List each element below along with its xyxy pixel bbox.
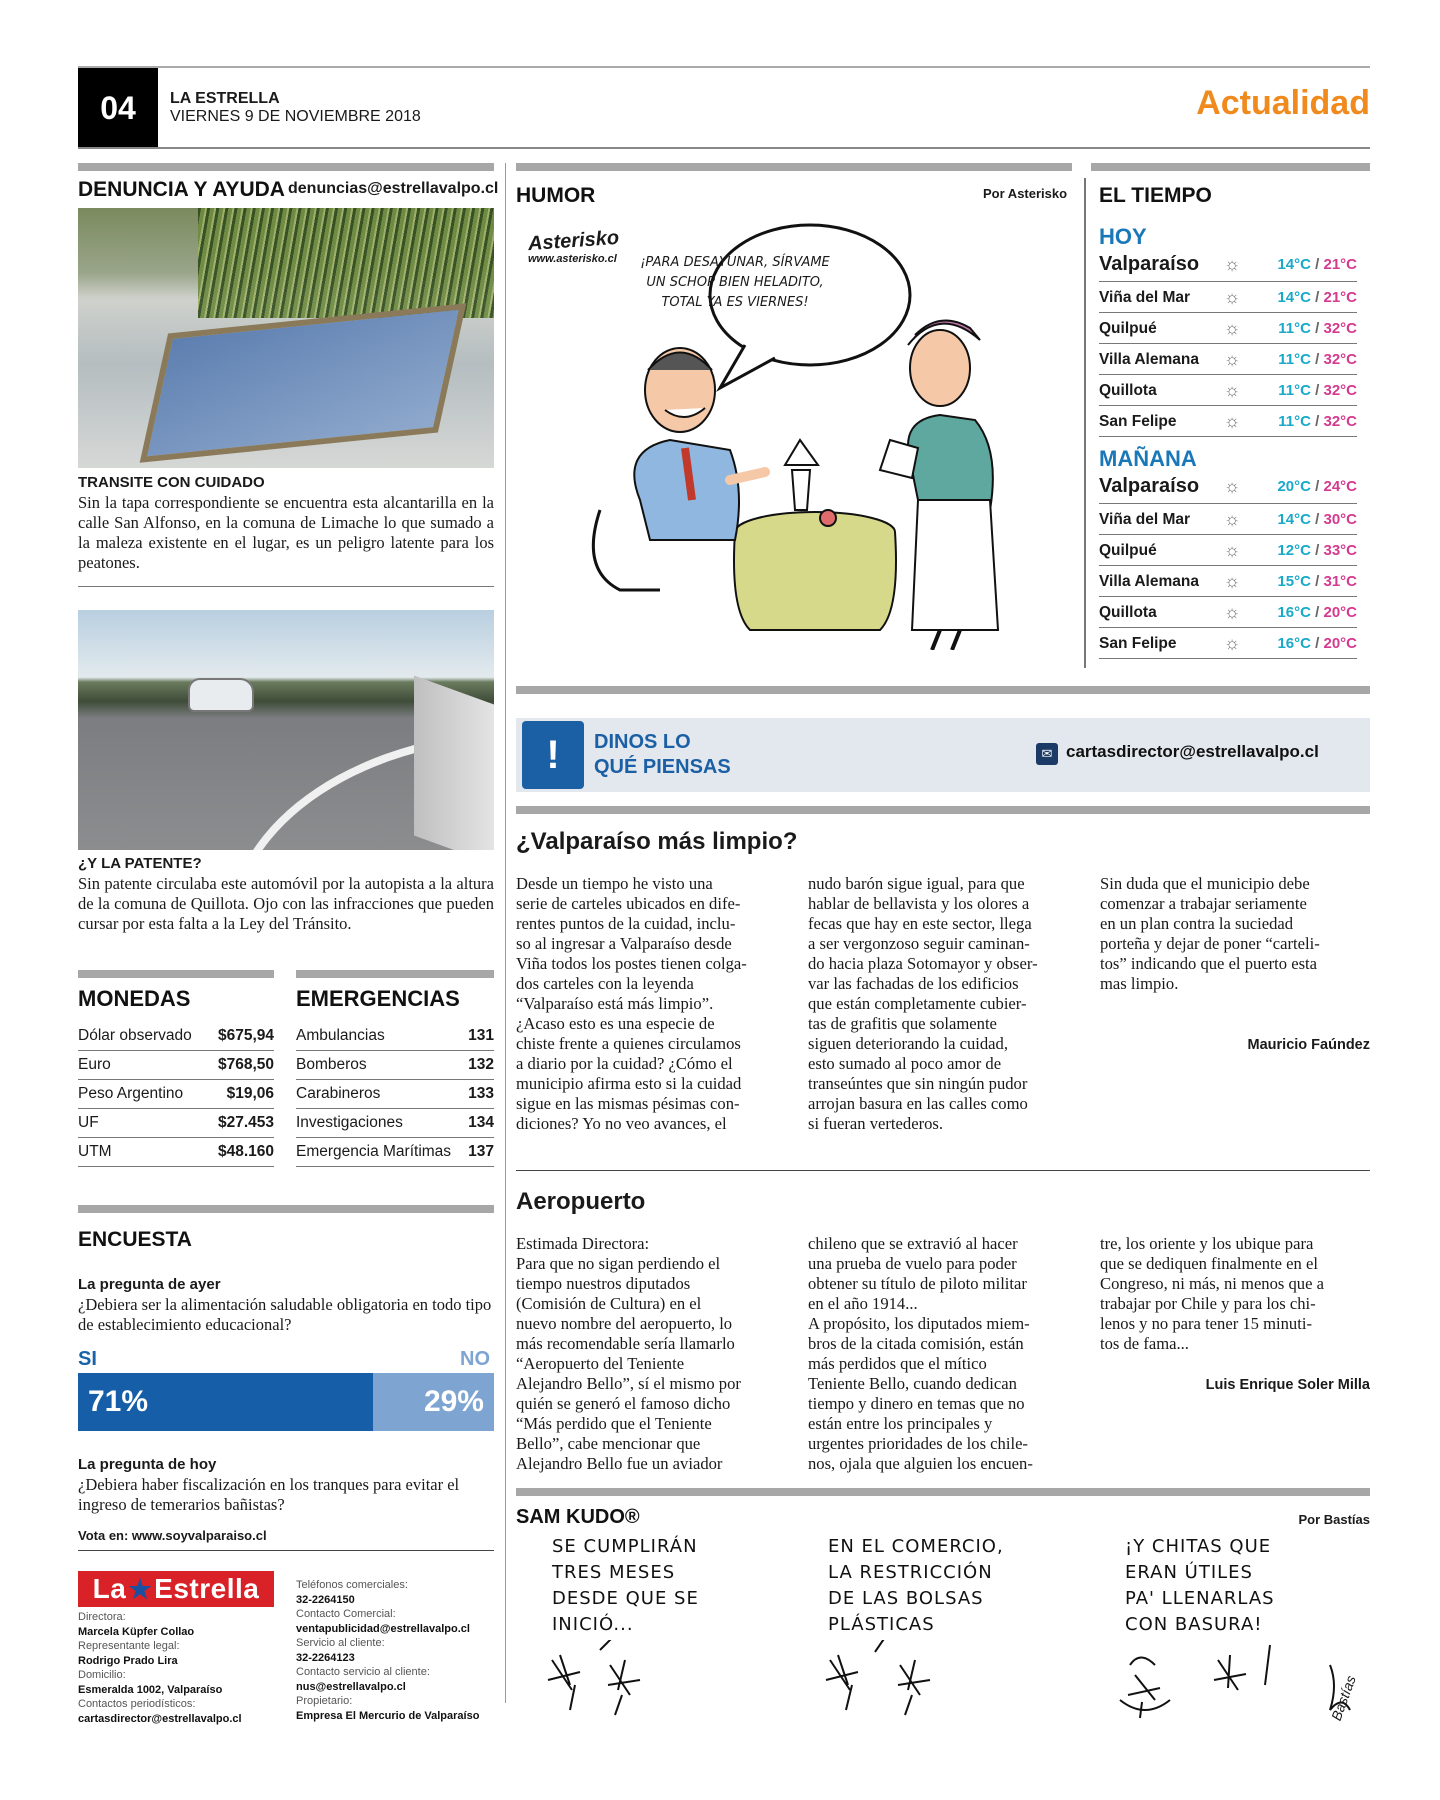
temp-separator: / bbox=[1310, 542, 1324, 559]
temp-min: 11°C bbox=[1278, 413, 1311, 430]
weather-temps bbox=[1247, 635, 1357, 652]
row-label: Peso Argentino bbox=[78, 1085, 184, 1102]
poll-yesterday-question: ¿Debiera ser la alimentación saludable obligatoria en todo tipo de establecimiento educacional? bbox=[78, 1295, 492, 1334]
sun-icon: ☼ bbox=[1223, 254, 1241, 274]
letter-title: Aeropuerto bbox=[516, 1188, 646, 1215]
row-value: $27.453 bbox=[217, 1114, 274, 1131]
temp-max: 21°C bbox=[1323, 256, 1357, 273]
temp-separator: / bbox=[1310, 320, 1324, 337]
row-label: Ambulancias bbox=[296, 1027, 385, 1044]
imprint-label: Teléfonos comerciales: bbox=[296, 1579, 408, 1591]
imprint-value: Marcela Küpfer Collao bbox=[78, 1625, 195, 1638]
temp-min: 11°C bbox=[1278, 351, 1311, 368]
imprint-value: Esmeralda 1002, Valparaíso bbox=[78, 1683, 223, 1696]
poll-si-label: SI bbox=[78, 1348, 97, 1370]
sun-icon: ☼ bbox=[1223, 633, 1241, 653]
imprint-label: Contactos periodísticos: bbox=[78, 1698, 196, 1710]
divider bbox=[78, 586, 494, 587]
letter-column: chileno que se extravió al hacer una prueba de vuelo para poder obtener su título de piloto militar en el año 1914... A propósito, los diputados miem- bros de la citada comisión, están más perdidos que el mítico Teniente Bello, cuando dedican tiempo y dinero en temas que no están entre los principales y urgentes prioridades de los chile- nos, ojala que alguien los encuen- bbox=[808, 1234, 1033, 1473]
emergencias-bar bbox=[296, 970, 494, 978]
divider bbox=[516, 1170, 1370, 1171]
row-value: 133 bbox=[468, 1085, 494, 1102]
sun-icon: ☼ bbox=[1223, 318, 1241, 338]
strip-signature: Bastías bbox=[1327, 1673, 1359, 1723]
temp-max: 21°C bbox=[1323, 289, 1357, 306]
weather-city: Quilpué bbox=[1099, 319, 1157, 337]
humor-title: HUMOR bbox=[516, 184, 596, 207]
weather-row bbox=[1099, 283, 1357, 313]
weather-city: Quilpué bbox=[1099, 541, 1157, 559]
sun-icon: ☼ bbox=[1223, 571, 1241, 591]
sun-icon: ☼ bbox=[1223, 540, 1241, 560]
section-name: Actualidad bbox=[1196, 84, 1370, 122]
weather-temps bbox=[1247, 511, 1357, 528]
imprint-right bbox=[296, 1578, 506, 1723]
letter-signature: Mauricio Faúndez bbox=[1247, 1037, 1370, 1053]
temp-max: 32°C bbox=[1323, 320, 1357, 337]
imprint-label: Contacto Comercial: bbox=[296, 1608, 396, 1620]
temp-separator: / bbox=[1310, 289, 1324, 306]
monedas-table bbox=[78, 1022, 274, 1167]
tiempo-bar bbox=[1091, 163, 1370, 171]
weather-row bbox=[1099, 505, 1357, 535]
dinos-title-line2: QUÉ PIENSAS bbox=[594, 756, 731, 778]
exclamation-icon: ! bbox=[522, 721, 584, 789]
temp-min: 14°C bbox=[1277, 256, 1311, 273]
photo-open-drain bbox=[78, 208, 494, 468]
table-row bbox=[78, 1109, 274, 1138]
weather-city: Valparaíso bbox=[1099, 253, 1200, 275]
table-row bbox=[78, 1022, 274, 1051]
weather-city: Quillota bbox=[1099, 603, 1157, 621]
sun-icon: ☼ bbox=[1223, 509, 1241, 529]
row-value: $48.160 bbox=[217, 1143, 274, 1160]
weather-row bbox=[1099, 376, 1357, 406]
imprint-label: Servicio al cliente: bbox=[296, 1637, 385, 1649]
row-label: Emergencia Marítimas bbox=[296, 1143, 452, 1160]
row-label: UF bbox=[78, 1114, 99, 1131]
samkudo-bar bbox=[516, 1488, 1370, 1496]
weather-row bbox=[1099, 248, 1357, 282]
table-row bbox=[296, 1080, 494, 1109]
samkudo-title: SAM KUDO® bbox=[516, 1506, 640, 1528]
strip-drawings bbox=[530, 1640, 1370, 1723]
imprint-label: Directora: bbox=[78, 1611, 126, 1623]
denuncia-title: DENUNCIA Y AYUDA bbox=[78, 178, 285, 201]
temp-separator: / bbox=[1310, 511, 1324, 528]
row-value: $19,06 bbox=[226, 1085, 274, 1102]
table-row bbox=[296, 1051, 494, 1080]
star-icon: ★ bbox=[128, 1573, 153, 1604]
issue-date: VIERNES 9 DE NOVIEMBRE 2018 bbox=[170, 108, 421, 125]
letter-column: Sin duda que el municipio debe comenzar a trabajar seriamente en un plan contra la suciedad porteña y dejar de poner “carteli- tos” indicando que el puerto esta mas limpio. bbox=[1100, 874, 1320, 993]
imprint-value: nus@estrellavalpo.cl bbox=[296, 1680, 406, 1693]
strip-panel-text: SE CUMPLIRÁN TRES MESES DESDE QUE SE INICIÓ... bbox=[552, 1536, 699, 1635]
weather-row bbox=[1099, 314, 1357, 344]
row-value: $768,50 bbox=[217, 1056, 274, 1073]
poll-no-segment: 29% bbox=[373, 1373, 494, 1431]
newspaper-logo bbox=[78, 1571, 274, 1607]
weather-row bbox=[1099, 598, 1357, 628]
row-value: 137 bbox=[468, 1143, 494, 1160]
temp-max: 20°C bbox=[1323, 604, 1357, 621]
letter-column: nudo barón sigue igual, para que hablar de bellavista y los olores a fecas que hay en este sector, llega a ser vergonzoso seguir caminan- do hacia plaza Sotomayor y obser- var las fachadas de los edificios que están completamente cubier- tas de grafitis que solamente siguen deteriorando la cuidad, esto sumado al poco amor de transeúntes que sin ningún pudor arrojan basura en las calles como si fueran vertederos. bbox=[808, 874, 1038, 1133]
imprint-value: 32-2264150 bbox=[296, 1593, 355, 1606]
temp-separator: / bbox=[1310, 604, 1324, 621]
temp-max: 32°C bbox=[1323, 413, 1357, 430]
sun-icon: ☼ bbox=[1223, 380, 1241, 400]
poll-today-question: ¿Debiera haber fiscalización en los tranques para evitar el ingreso de temerarios bañistas? bbox=[78, 1475, 460, 1514]
temp-min: 14°C bbox=[1277, 289, 1311, 306]
row-label: UTM bbox=[78, 1143, 112, 1160]
row-label: Dólar observado bbox=[78, 1027, 192, 1044]
temp-min: 11°C bbox=[1278, 382, 1311, 399]
weather-temps bbox=[1247, 351, 1357, 368]
temp-min: 15°C bbox=[1277, 573, 1311, 590]
temp-separator: / bbox=[1310, 635, 1324, 652]
weather-row bbox=[1099, 345, 1357, 375]
table-row bbox=[296, 1138, 494, 1167]
row-label: Bomberos bbox=[296, 1056, 367, 1073]
table-row bbox=[296, 1109, 494, 1138]
poll-si-segment: 71% bbox=[78, 1373, 373, 1431]
imprint-label: Domicilio: bbox=[78, 1669, 126, 1681]
temp-min: 16°C bbox=[1277, 635, 1311, 652]
weather-temps bbox=[1247, 413, 1357, 430]
weather-city: Villa Alemana bbox=[1099, 572, 1199, 590]
temp-separator: / bbox=[1310, 382, 1324, 399]
encuesta-bar bbox=[78, 1205, 494, 1213]
strip-panel-text: EN EL COMERCIO, LA RESTRICCIÓN DE LAS BOLSAS PLÁSTICAS bbox=[828, 1536, 1004, 1635]
temp-min: 14°C bbox=[1277, 511, 1311, 528]
row-label: Carabineros bbox=[296, 1085, 381, 1102]
temp-separator: / bbox=[1310, 573, 1324, 590]
letter-column: Estimada Directora: Para que no sigan perdiendo el tiempo nuestros diputados (Comisión de Cultura) en el nuevo nombre del aeropuerto, lo más recomendable sería llamarlo “Aeropuerto del Teniente Alejandro Bello”, sí el mismo por quién se generó el famoso dicho “Más perdido que el Teniente Bello”, cabe mencionar que Alejandro Bello fue un aviador bbox=[516, 1234, 741, 1473]
weather-temps bbox=[1247, 289, 1357, 306]
tiempo-title: EL TIEMPO bbox=[1099, 184, 1212, 207]
weather-row bbox=[1099, 470, 1357, 504]
weather-city: Valparaíso bbox=[1099, 475, 1200, 497]
caption-title-drain: TRANSITE CON CUIDADO bbox=[78, 474, 265, 491]
divider bbox=[78, 1550, 494, 1551]
weather-row bbox=[1099, 407, 1357, 437]
header-top-rule bbox=[78, 66, 1370, 68]
humor-bar bbox=[516, 163, 1072, 171]
weather-today-label: HOY bbox=[1099, 224, 1147, 249]
dinos-bottom-bar bbox=[516, 806, 1370, 814]
imprint-label: Representante legal: bbox=[78, 1640, 180, 1652]
weather-temps bbox=[1247, 542, 1357, 559]
temp-separator: / bbox=[1310, 413, 1324, 430]
weather-temps bbox=[1247, 382, 1357, 399]
temp-separator: / bbox=[1310, 256, 1324, 273]
sun-icon: ☼ bbox=[1223, 476, 1241, 496]
weather-city: Villa Alemana bbox=[1099, 350, 1199, 368]
denuncia-bar bbox=[78, 163, 494, 171]
imprint-value: cartasdirector@estrellavalpo.cl bbox=[78, 1712, 242, 1725]
table-row bbox=[78, 1138, 274, 1167]
weather-city: Viña del Mar bbox=[1099, 288, 1191, 306]
imprint-value: Rodrigo Prado Lira bbox=[78, 1654, 178, 1667]
emergencias-title: EMERGENCIAS bbox=[296, 986, 460, 1011]
weather-city: San Felipe bbox=[1099, 634, 1177, 652]
table-row bbox=[78, 1080, 274, 1109]
monedas-title: MONEDAS bbox=[78, 986, 191, 1011]
header-bottom-rule bbox=[78, 147, 1370, 149]
cartoon-speech: ¡PARA DESAYUNAR, SÍRVAME UN SCHOP BIEN HELADITO, TOTAL YA ES VIERNES! bbox=[640, 255, 830, 310]
table-row bbox=[296, 1022, 494, 1051]
weather-divider bbox=[1084, 178, 1086, 668]
temp-min: 20°C bbox=[1277, 478, 1311, 495]
row-label: Investigaciones bbox=[296, 1114, 403, 1131]
row-value: $675,94 bbox=[217, 1027, 274, 1044]
column-divider bbox=[505, 163, 506, 1703]
weather-temps bbox=[1247, 478, 1357, 495]
page-number: 04 bbox=[78, 68, 158, 148]
samkudo-byline: Por Bastías bbox=[1298, 1512, 1370, 1527]
letter-column: tre, los oriente y los ubique para que se dediquen finalmente en el Congreso, ni más, ni menos que a trabajar por Chile y para los chi- lenos y no para tener 15 minuti- tos de fama... bbox=[1100, 1234, 1324, 1353]
humor-byline: Por Asterisko bbox=[983, 186, 1068, 201]
temp-min: 16°C bbox=[1277, 604, 1311, 621]
poll-result-bar bbox=[78, 1373, 494, 1431]
temp-min: 12°C bbox=[1277, 542, 1311, 559]
emergencias-table bbox=[296, 1022, 494, 1167]
denuncia-email[interactable]: denuncias@estrellavalpo.cl bbox=[288, 180, 499, 197]
weather-city: Quillota bbox=[1099, 381, 1157, 399]
cartoonist-brand: Asterisko bbox=[527, 226, 620, 256]
row-value: 131 bbox=[468, 1027, 494, 1044]
poll-today-label: La pregunta de hoy bbox=[78, 1456, 217, 1473]
weather-row bbox=[1099, 629, 1357, 659]
dinos-title bbox=[594, 730, 731, 780]
cartoonist-url: www.asterisko.cl bbox=[528, 253, 617, 265]
temp-max: 24°C bbox=[1323, 478, 1357, 495]
dinos-email[interactable]: cartasdirector@estrellavalpo.cl bbox=[1066, 742, 1319, 761]
temp-separator: / bbox=[1310, 351, 1324, 368]
sun-icon: ☼ bbox=[1223, 411, 1241, 431]
row-label: Euro bbox=[78, 1056, 111, 1073]
temp-min: 11°C bbox=[1278, 320, 1311, 337]
weather-temps bbox=[1247, 320, 1357, 337]
imprint-value: 32-2264123 bbox=[296, 1651, 355, 1664]
poll-yesterday-label: La pregunta de ayer bbox=[78, 1276, 221, 1293]
letter-signature: Luis Enrique Soler Milla bbox=[1205, 1377, 1370, 1393]
vote-link[interactable]: Vota en: www.soyvalparaiso.cl bbox=[78, 1528, 267, 1543]
weather-temps bbox=[1247, 573, 1357, 590]
letter-title: ¿Valparaíso más limpio? bbox=[516, 828, 798, 855]
photo-highway-car bbox=[78, 610, 494, 850]
caption-title-car: ¿Y LA PATENTE? bbox=[78, 855, 202, 872]
imprint-value: ventapublicidad@estrellavalpo.cl bbox=[296, 1622, 470, 1635]
logo-text-left: La bbox=[92, 1573, 127, 1604]
monedas-bar bbox=[78, 970, 274, 978]
row-value: 132 bbox=[468, 1056, 494, 1073]
encuesta-title: ENCUESTA bbox=[78, 1228, 192, 1251]
imprint-label: Contacto servicio al cliente: bbox=[296, 1666, 430, 1678]
dinos-banner bbox=[516, 718, 1370, 792]
imprint-left bbox=[78, 1610, 278, 1726]
weather-temps bbox=[1247, 604, 1357, 621]
sun-icon: ☼ bbox=[1223, 287, 1241, 307]
weather-city: San Felipe bbox=[1099, 412, 1177, 430]
weather-row bbox=[1099, 536, 1357, 566]
imprint-label: Propietario: bbox=[296, 1695, 353, 1707]
temp-max: 32°C bbox=[1323, 382, 1357, 399]
imprint-value: Empresa El Mercurio de Valparaíso bbox=[296, 1709, 480, 1722]
temp-max: 32°C bbox=[1323, 351, 1357, 368]
temp-max: 20°C bbox=[1323, 635, 1357, 652]
weather-row bbox=[1099, 567, 1357, 597]
sun-icon: ☼ bbox=[1223, 602, 1241, 622]
row-value: 134 bbox=[468, 1114, 494, 1131]
logo-text-right: Estrella bbox=[154, 1573, 260, 1604]
mail-icon: ✉ bbox=[1036, 743, 1058, 765]
letter-column: Desde un tiempo he visto una serie de carteles ubicados en dife- rentes puntos de la cuidad, inclu- so al ingresar a Valparaíso desde Viña todos los postes tienen colga- dos carteles con la leyenda “Valparaíso está más limpio”. ¿Acaso esto es una especie de chiste frente a quienes circulamos a diario por la cuidad? ¿Cómo el municipio afirma esto si la cuidad sigue en las mismas pésimas con- diciones? Yo no veo avances, el bbox=[516, 874, 747, 1133]
caption-text-drain: Sin la tapa correspondiente se encuentra esta alcantarilla en la calle San Alfonso, en la comuna de Limache lo que sumado a la maleza existente en el lugar, es un peligro latente para los peatones. bbox=[78, 493, 494, 572]
masthead: LA ESTRELLA bbox=[170, 90, 280, 107]
poll-no-label: NO bbox=[460, 1348, 490, 1370]
strip-panel-text: ¡Y CHITAS QUE ERAN ÚTILES PA' LLENARLAS CON BASURA! bbox=[1125, 1536, 1275, 1635]
dinos-top-bar bbox=[516, 686, 1370, 694]
caption-text-car: Sin patente circulaba este automóvil por la autopista a la altura de la comuna de Quillota. Ojo con las infracciones que pueden cursar por esta falta a la Ley del Tránsito. bbox=[78, 874, 494, 933]
weather-tomorrow-label: MAÑANA bbox=[1099, 446, 1197, 471]
weather-temps bbox=[1247, 256, 1357, 273]
temp-max: 30°C bbox=[1323, 511, 1357, 528]
temp-separator: / bbox=[1310, 478, 1324, 495]
temp-max: 33°C bbox=[1323, 542, 1357, 559]
temp-max: 31°C bbox=[1323, 573, 1357, 590]
dinos-title-line1: DINOS LO bbox=[594, 731, 691, 753]
weather-city: Viña del Mar bbox=[1099, 510, 1191, 528]
sun-icon: ☼ bbox=[1223, 349, 1241, 369]
table-row bbox=[78, 1051, 274, 1080]
